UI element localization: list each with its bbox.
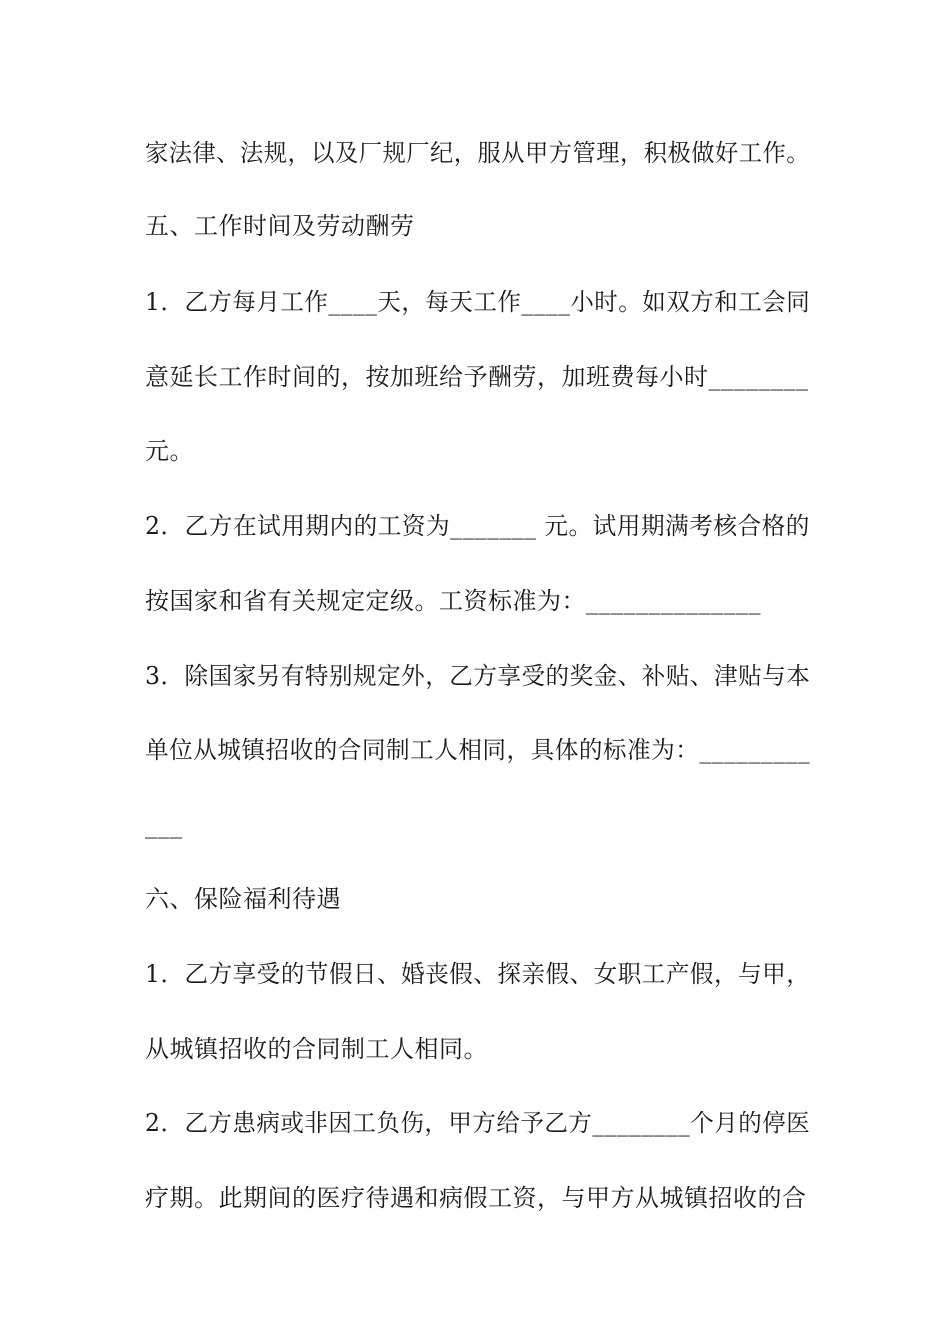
paragraph-line: ___: [145, 811, 183, 839]
paragraph-line: 疗期。此期间的医疗待遇和病假工资，与甲方从城镇招收的合: [145, 1184, 807, 1212]
paragraph-line: 3．除国家另有特别规定外，乙方享受的奖金、补贴、津贴与本: [145, 662, 811, 690]
paragraph-line: 元。: [145, 437, 194, 465]
section-heading: 五、工作时间及劳动酬劳: [145, 212, 415, 240]
paragraph-line: 家法律、法规，以及厂规厂纪，服从甲方管理，积极做好工作。: [145, 139, 810, 167]
paragraph-line: 单位从城镇招收的合同制工人相同，具体的标准为：_________: [145, 736, 810, 764]
paragraph-line: 1．乙方每月工作____天，每天工作____小时。如双方和工会同: [145, 288, 811, 316]
paragraph-line: 意延长工作时间的，按加班给予酬劳，加班费每小时________: [145, 363, 809, 391]
paragraph-line: 2．乙方患病或非因工负伤，甲方给予乙方________个月的停医: [145, 1109, 811, 1137]
paragraph-line: 2．乙方在试用期内的工资为_______ 元。试用期满考核合格的: [145, 512, 810, 540]
paragraph-line: 按国家和省有关规定定级。工资标准为：______________: [145, 587, 761, 615]
section-heading: 六、保险福利待遇: [145, 885, 341, 913]
paragraph-line: 1．乙方享受的节假日、婚丧假、探亲假、女职工产假，与甲，: [145, 960, 811, 988]
paragraph-line: 从城镇招收的合同制工人相同。: [145, 1035, 488, 1063]
